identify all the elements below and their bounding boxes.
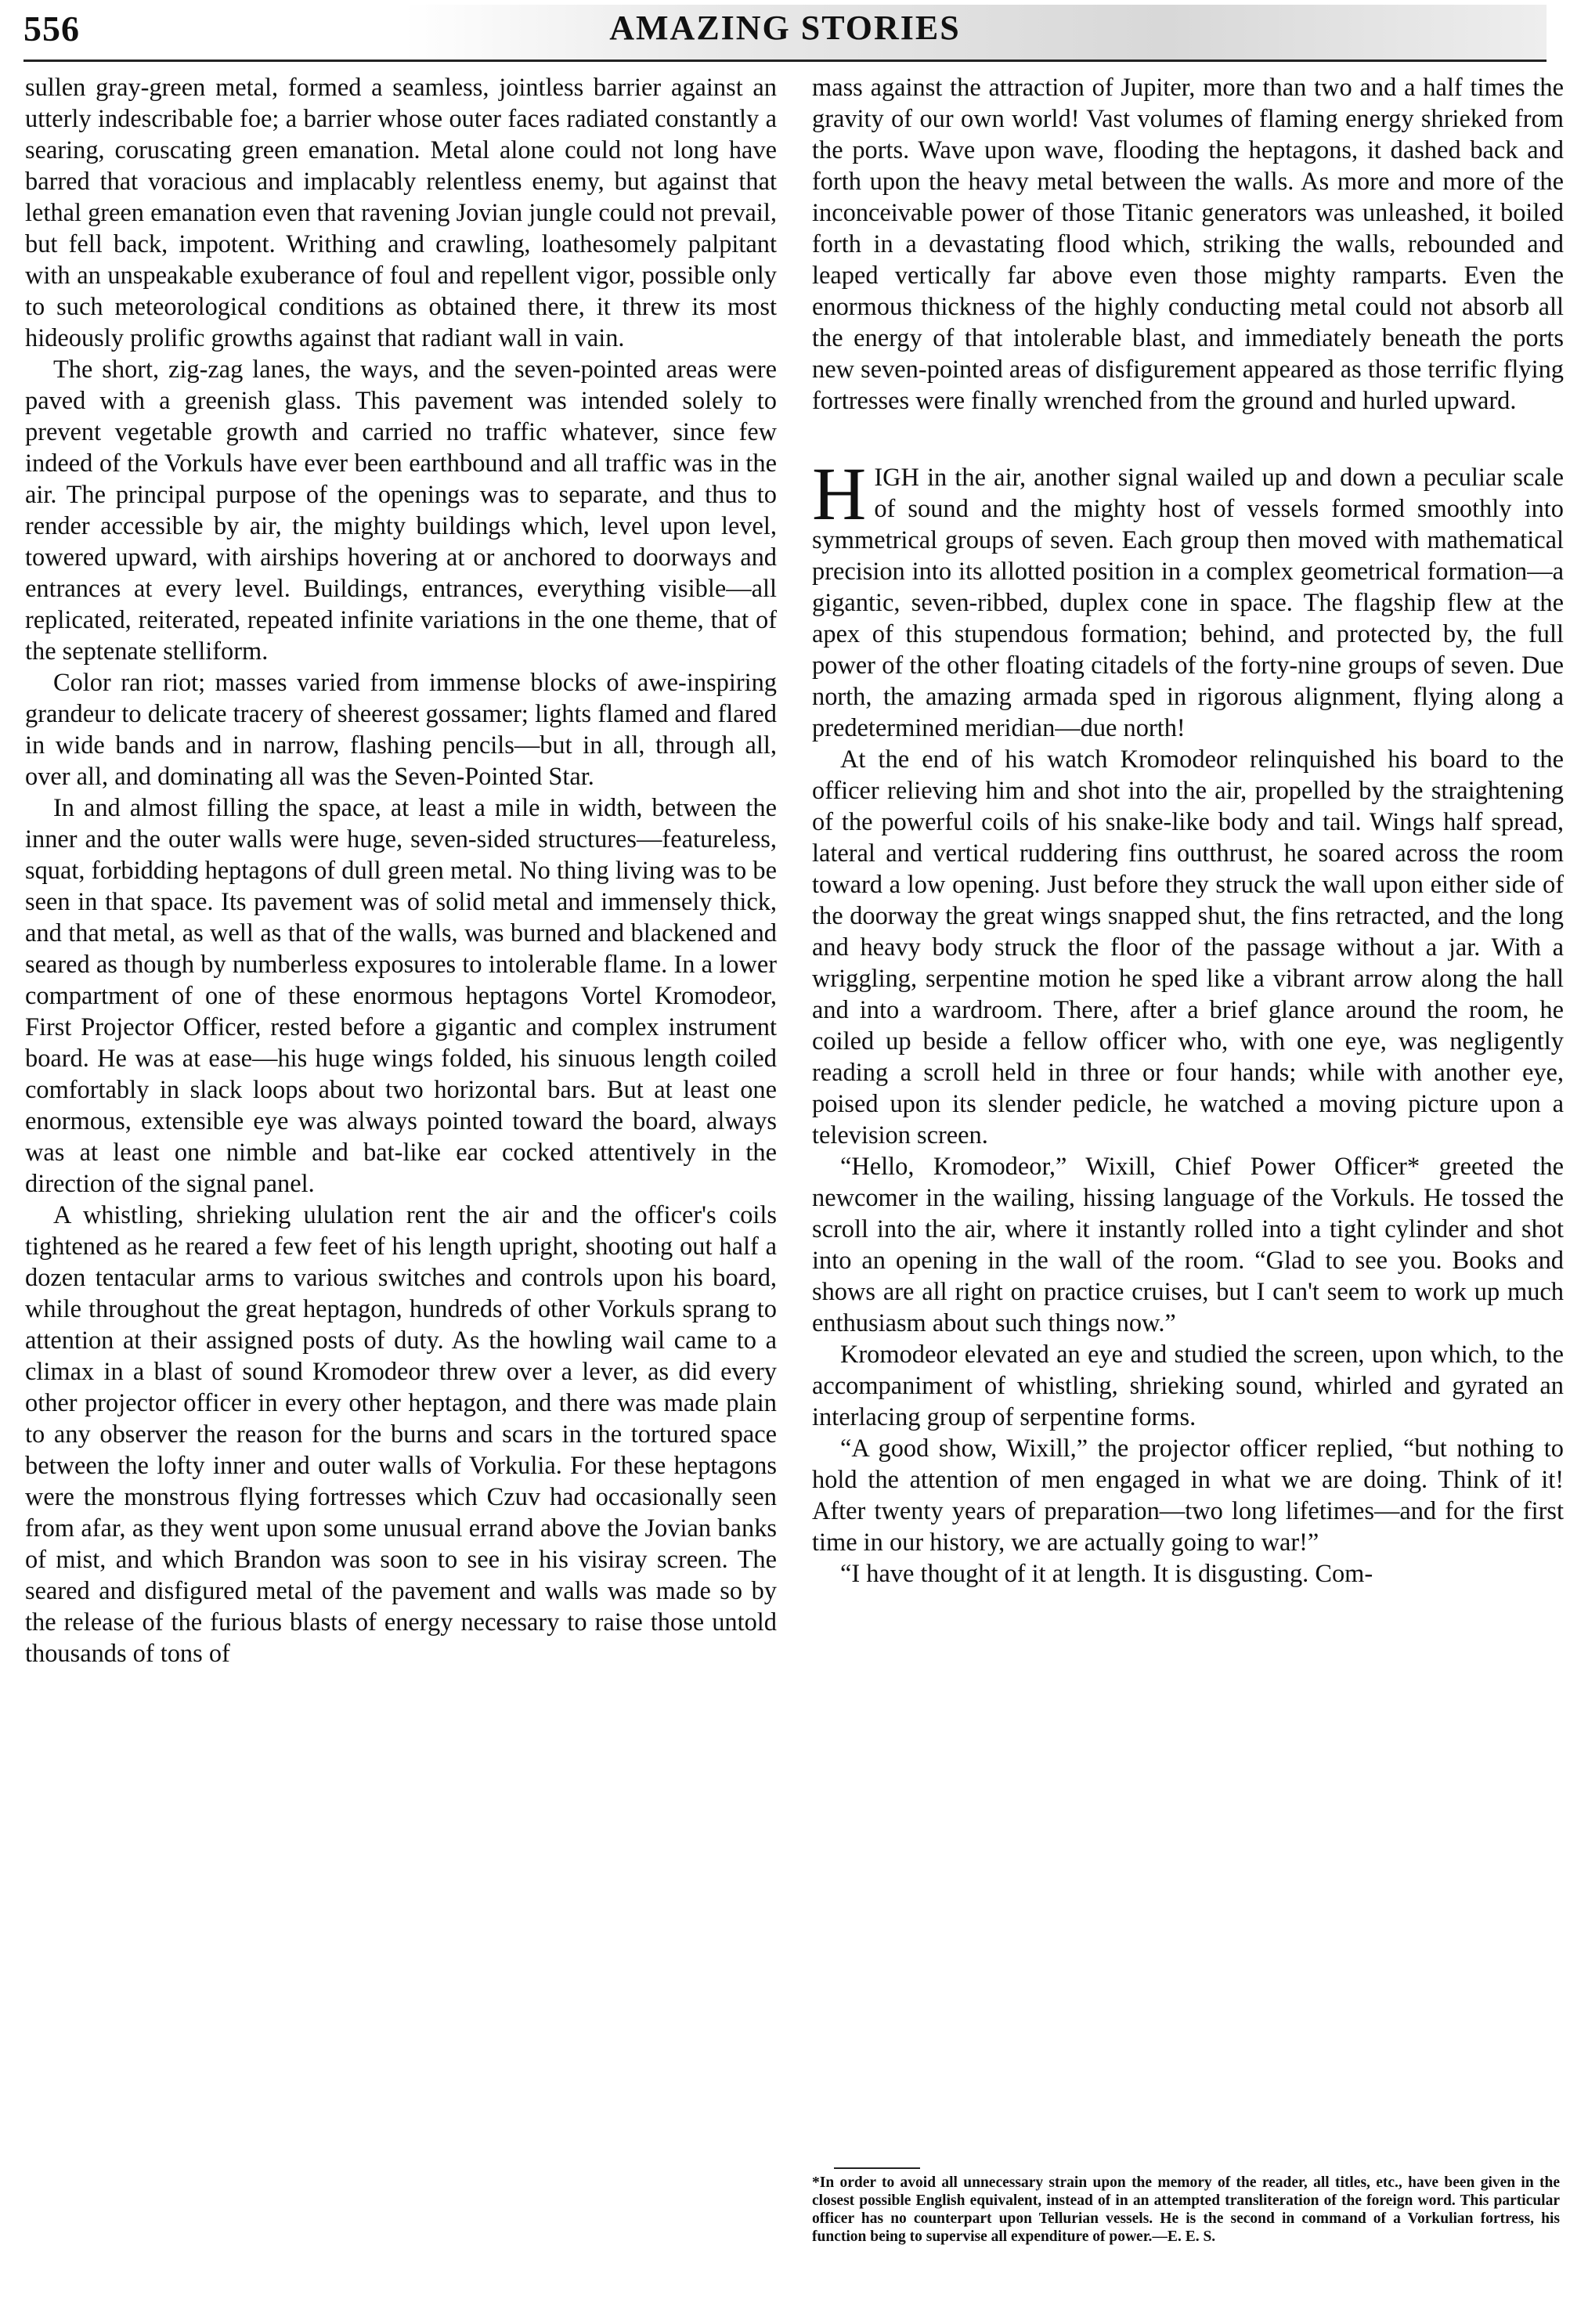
drop-cap: H xyxy=(812,452,867,536)
paragraph: At the end of his watch Kromodeor relinquished his board to the officer relieving him and shot into the air, propelled by the straightening of the powerful coils of his snake-like body and tail. Wings half spread, lateral and vertical ruddering fins outthrust, he soared across the room toward a low opening. Just before they struck the wall upon either side of the doorway the great wings snapped shut, the fins retracted, and the long and heavy body struck the floor of the passage without a jar. With a wriggling, serpentine motion he sped like a vibrant arrow along the hall and into a wardroom. There, after a brief glance around the room, he coiled up beside a fellow officer who, with one eye, was negligently reading a scroll held in three or four hands; while with another eye, poised upon its slender pedicle, he watched a moving picture upon a television screen. xyxy=(812,745,1564,1149)
section-opening-text: IGH in the air, another signal wailed up and down a peculiar scale of sound and the mighty host of vessels formed smoothly into symmetrical groups of seven. Each group then moved with mathematical precision into its allotted position in a complex geometrical formation—a gigantic, seven-ribbed, duplex cone in space. The flagship flew at the apex of this stupendous formation; behind, and protected by, the full power of the other floating citadels of the forty-nine groups of seven. Due north, the amazing armada sped in rigorous alignment, flying along a predetermined meridian—due north! xyxy=(812,464,1564,742)
paragraph: Color ran riot; masses varied from immense blocks of awe-inspiring grandeur to delicate tracery of sheerest gossamer; lights flamed and flared in wide bands and in narrow, flashing pencils—but in all, through all, over all, and dominating all was the Seven-Pointed Star. xyxy=(25,669,777,791)
paragraph: In and almost filling the space, at least a mile in width, between the inner and the outer walls were huge, seven-sided structures—featureless, squat, forbidding heptagons of dull green metal. No thing living was to be seen in that space. Its pavement was of solid metal and immensely thick, and that metal, as well as that of the walls, was burned and blackened and seared as though by numberless exposures to intolerable flame. In a lower compartment of one of these enormous heptagons Vortel Kromodeor, First Projector Officer, rested before a gigantic and complex instrument board. He was at ease—his huge wings folded, his sinuous length coiled comfortably in slack loops about two horizontal bars. But at least one enormous, extensible eye was always pointed toward the board, always was at least one nimble and bat-like ear cocked attentively in the direction of the signal panel. xyxy=(25,794,777,1198)
paragraph: “I have thought of it at length. It is disgusting. Com- xyxy=(840,1560,1373,1588)
running-title: AMAZING STORIES xyxy=(609,9,961,47)
paragraph: mass against the attraction of Jupiter, more than two and a half times the gravity of our own world! Vast volumes of flaming energy shrieked from the ports. Wave upon wave, flooding the heptagons, it dashed back and forth upon the heavy metal between the walls. As more and more of the inconceivable power of those Titanic generators was unleashed, it boiled forth in a devastating flood which, striking the walls, rebounded and leaped vertically far above even those mighty ramparts. Even the enormous thickness of the highly conducting metal could not absorb all the energy of that intolerable blast, and immediately beneath the ports new seven-pointed areas of disfigurement appeared as those terrific flying fortresses were finally wrenched from the ground and hurled upward. xyxy=(812,74,1564,415)
paragraph: A whistling, shrieking ululation rent the air and the officer's coils tightened as he reared a few feet of his length upright, shooting out half a dozen tentacular arms to various switches and controls upon his board, while throughout the great heptagon, hundreds of other Vorkuls sprang to attention at their assigned posts of duty. As the howling wail came to a climax in a blast of sound Kromodeor threw over a lever, as did every other projector officer in every other heptagon, and there was made plain to any observer the reason for the burns and scars in the tortured space between the lofty inner and outer walls of Vorkulia. For these heptagons were the monstrous flying fortresses which Czuv had occasionally seen from afar, as they went upon some unusual errand above the Jovian banks of mist, and which Brandon was soon to see in his visiray screen. The seared and disfigured metal of the pavement and walls was made so by the release of the furious blasts of energy necessary to raise those untold thousands of tons of xyxy=(25,1201,777,1668)
paragraph: sullen gray-green metal, formed a seamless, jointless barrier against an utterly indescribable foe; a barrier whose outer faces radiated constantly a searing, coruscating green emanation. Metal alone could not long have barred that voracious and implacably relentless enemy, but against that lethal green emanation even that ravening Jovian jungle could not prevail, but fell back, impotent. Writhing and crawling, loathesomely palpitant with an unspeakable exuberance of foul and repellent vigor, possible only to such meteorological conditions as obtained there, it threw its most hideously prolific growths against that radiant wall in vain. xyxy=(25,74,777,352)
paragraph: The short, zig-zag lanes, the ways, and the seven-pointed areas were paved with a greenish glass. This pavement was intended solely to prevent vegetable growth and carried no traffic whatever, since few indeed of the Vorkuls have ever been earthbound and all traffic was in the air. The principal purpose of the openings was to separate, and thus to render accessible by air, the mighty buildings which, level upon level, towered upward, with airships hovering at or anchored to doorways and entrances at every level. Buildings, entrances, everything visible—all replicated, reiterated, repeated infinite variations in the one theme, that of the septenate stelliform. xyxy=(25,355,777,666)
paragraph: “A good show, Wixill,” the projector officer replied, “but nothing to hold the attention of men engaged in what we are doing. Think of it! After twenty years of preparation—two long lifetimes—and for the first time in our history, we are actually going to war!” xyxy=(812,1434,1564,1557)
footnote: *In order to avoid all unnecessary strain upon the memory of the reader, all titles, etc., have been given in the closest possible English equivalent, instead of in an attempted transliteration of the foreign word. This particular officer has no counterpart upon Tellurian vessels. He is the second in command of a Vorkulian fortress, his function being to supervise all expenditure of power.—E. E. S. xyxy=(812,2174,1560,2245)
page-number: 556 xyxy=(23,9,80,49)
paragraph: Kromodeor elevated an eye and studied the screen, upon which, to the accompaniment of whistling, shrieking sound, whirled and gyrated an interlacing group of serpentine forms. xyxy=(812,1341,1564,1431)
paragraph: “Hello, Kromodeor,” Wixill, Chief Power Officer* greeted the newcomer in the wailing, hissing language of the Vorkuls. He tossed the scroll into the air, where it instantly rolled into a tight cylinder and shot into an opening in the wall of the room. “Glad to see you. Books and shows are all right on practice cruises, but I can't seem to work up much enthusiasm about such things now.” xyxy=(812,1153,1564,1337)
footnote-divider xyxy=(834,2167,920,2169)
right-column xyxy=(812,72,1564,1590)
section-opening-paragraph xyxy=(812,452,1564,744)
left-column xyxy=(25,72,777,1669)
page-header xyxy=(23,5,1547,62)
